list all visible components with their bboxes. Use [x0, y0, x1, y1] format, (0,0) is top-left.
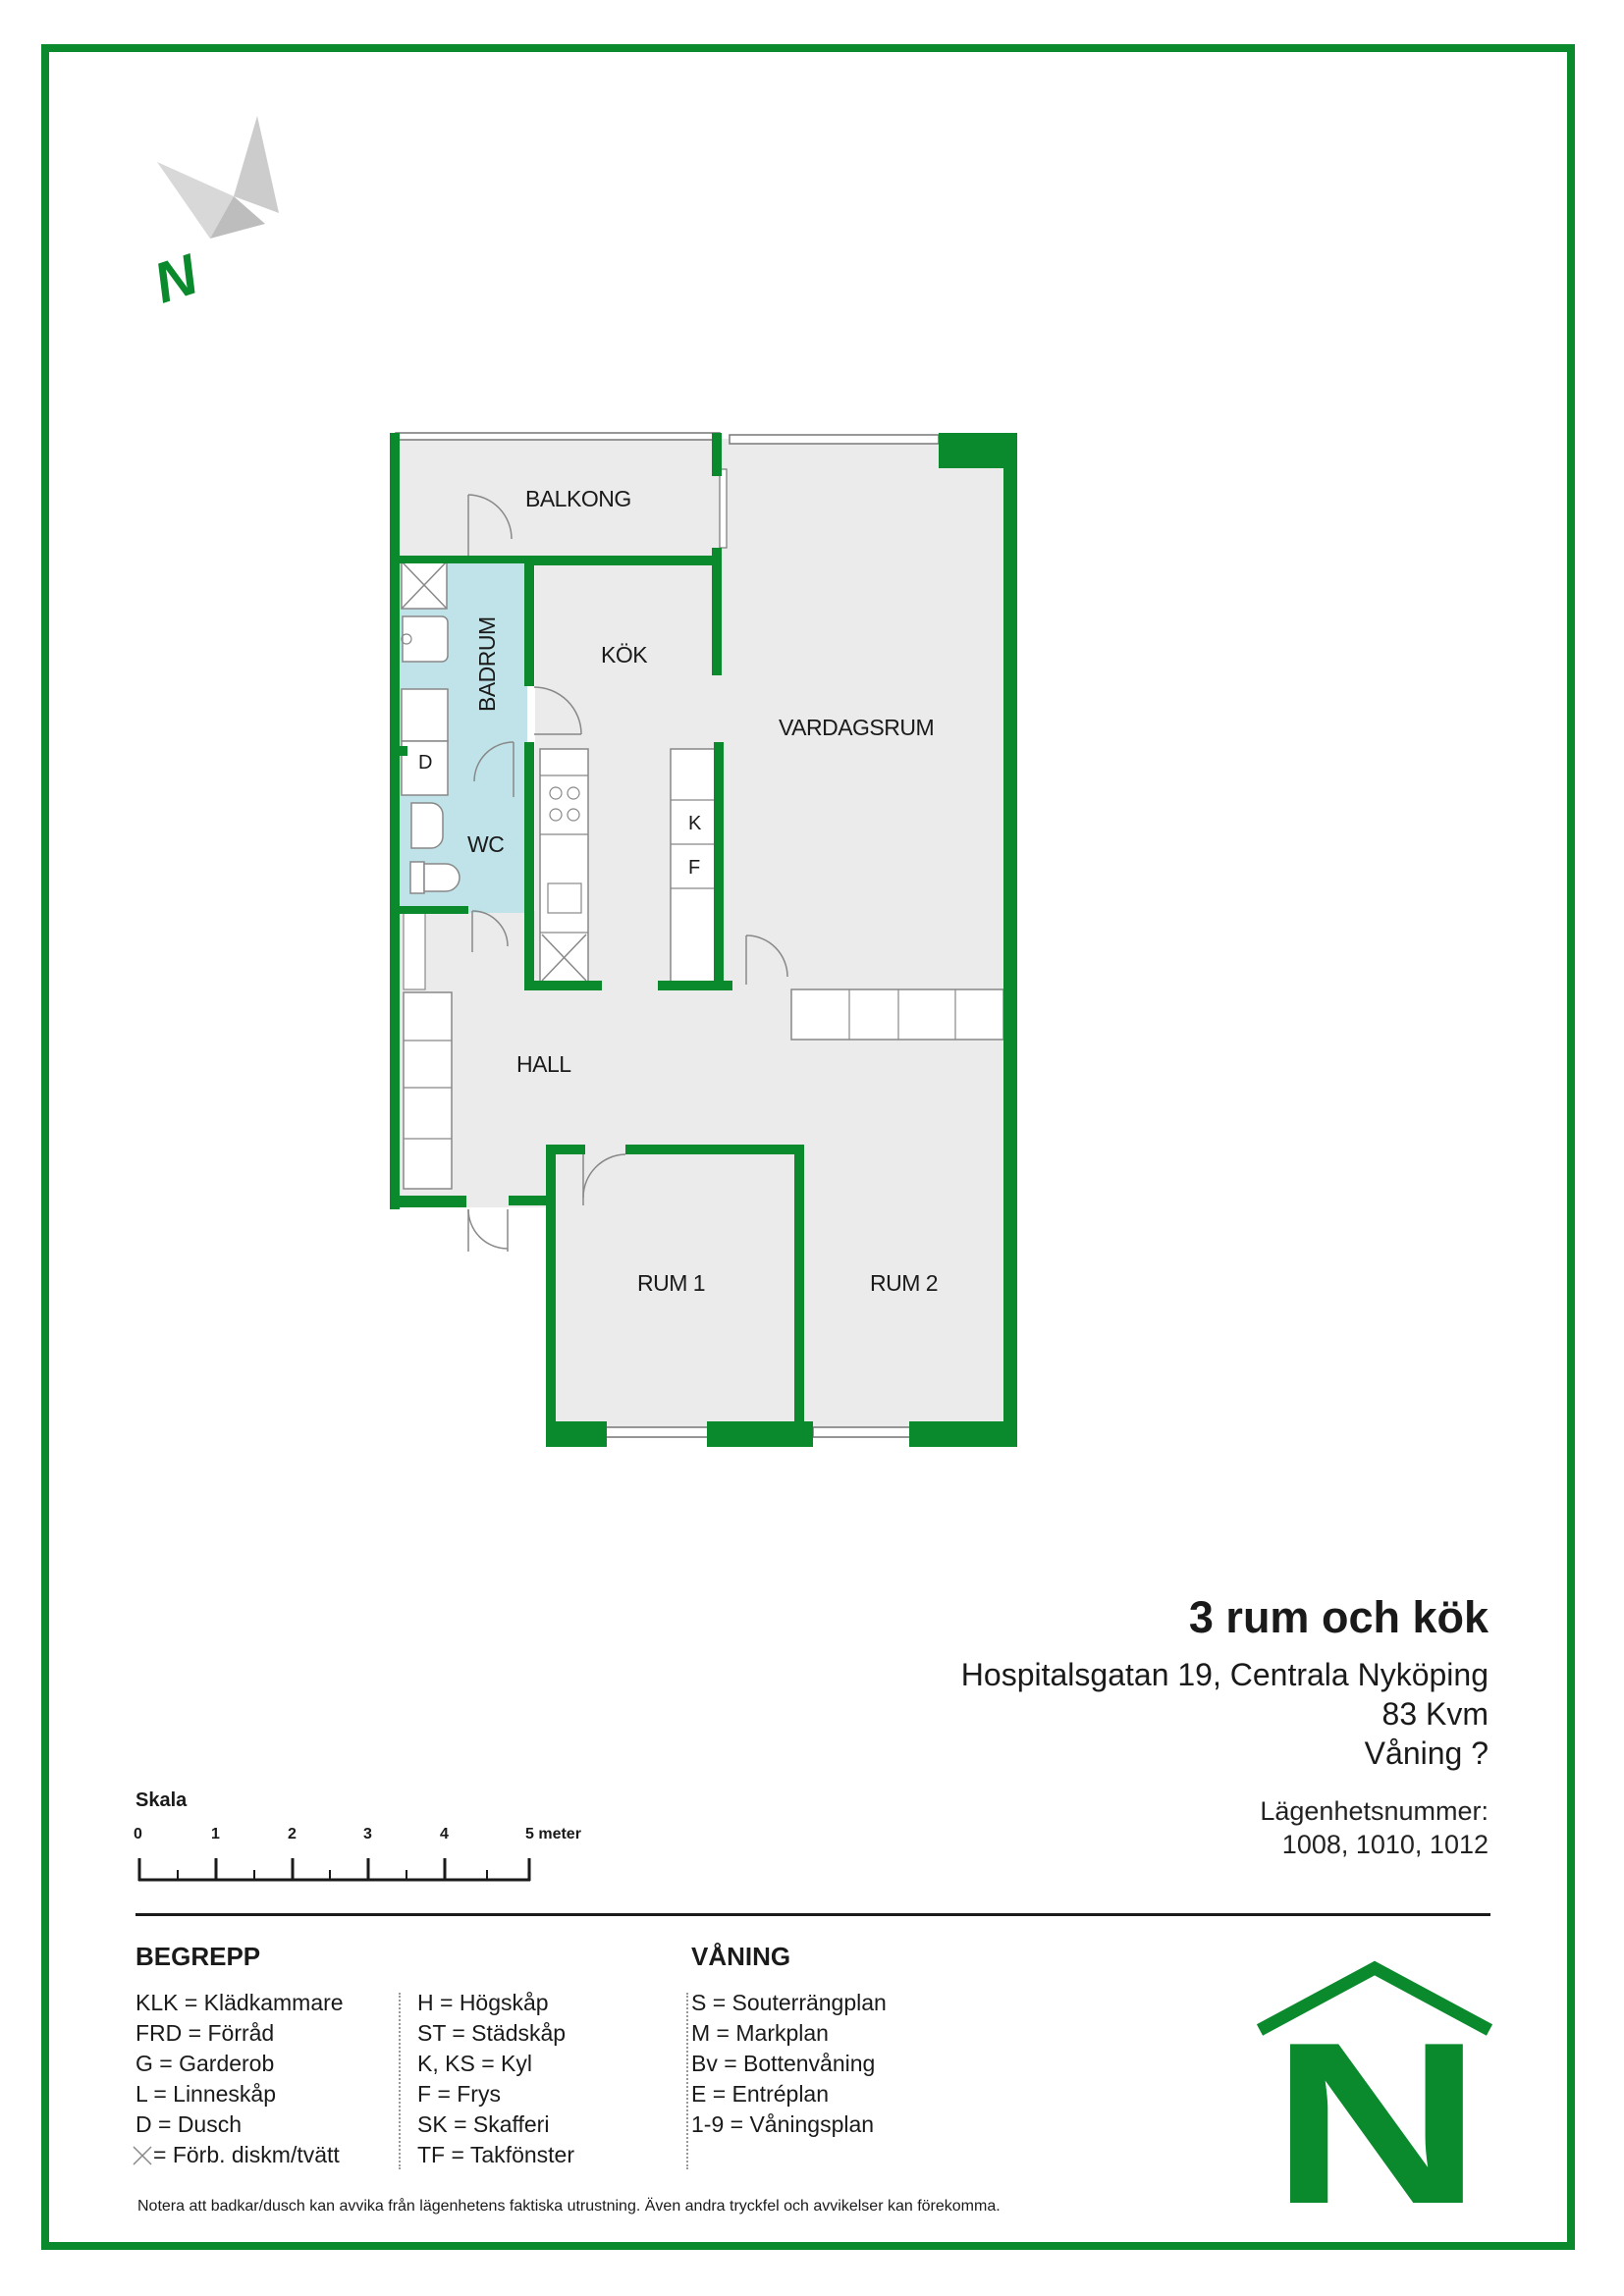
- listing-title: 3 rum och kök: [1188, 1592, 1489, 1642]
- room-label-wc: WC: [467, 831, 505, 857]
- cross-icon: [132, 2145, 153, 2166]
- kyl-marker: K: [688, 813, 702, 834]
- legend-item: 1-9 = Våningsplan: [691, 2111, 875, 2137]
- room-label-rum2: RUM 2: [870, 1270, 939, 1296]
- legend-item-diskm: [135, 2140, 344, 2170]
- listing-area: 83 Kvm: [1381, 1696, 1489, 1732]
- logo-letter: N: [1271, 1994, 1483, 2252]
- legend-item: Bv = Bottenvåning: [691, 2051, 876, 2076]
- legend-separator: [399, 1993, 401, 2169]
- room-label-vardagsrum: VARDAGSRUM: [779, 715, 935, 740]
- legend-item: F = Frys: [417, 2081, 501, 2107]
- scale-tick-0: 0: [134, 1826, 142, 1842]
- compass-letter: N: [146, 241, 206, 316]
- legend-item: K, KS = Kyl: [417, 2051, 532, 2076]
- divider-rule: [135, 1913, 1490, 1916]
- room-label-badrum: BADRUM: [474, 616, 500, 712]
- floor-main: [720, 439, 1011, 985]
- legend-item: G = Garderob: [135, 2051, 275, 2076]
- room-label-rum1: RUM 1: [637, 1270, 706, 1296]
- apartment-number-label: Lägenhetsnummer:: [1260, 1796, 1489, 1826]
- scale-tick-1: 1: [211, 1826, 220, 1842]
- listing-floor: Våning ?: [1364, 1735, 1489, 1771]
- legend-item-label: = Förb. diskm/tvätt: [153, 2142, 340, 2167]
- legend-item: D = Dusch: [135, 2111, 243, 2137]
- dusch-marker: D: [418, 752, 433, 774]
- begrepp-col2: [417, 1988, 574, 2170]
- scale-title: Skala: [135, 1789, 188, 1811]
- legend-item: TF = Takfönster: [417, 2142, 575, 2167]
- frys-marker: F: [688, 857, 701, 879]
- apartment-numbers: 1008, 1010, 1012: [1281, 1830, 1489, 1859]
- room-label-hall: HALL: [516, 1051, 571, 1077]
- listing-address: Hospitalsgatan 19, Centrala Nyköping: [960, 1657, 1489, 1692]
- vaning-col: [691, 1988, 887, 2140]
- legend-item: SK = Skafferi: [417, 2111, 550, 2137]
- legend-item: S = Souterrängplan: [691, 1990, 887, 2015]
- legend-item: FRD = Förråd: [135, 2020, 275, 2046]
- begrepp-heading: BEGREPP: [135, 1942, 261, 1971]
- scale-tick-2: 2: [288, 1826, 297, 1842]
- floor-rum1: [550, 1153, 803, 1438]
- begrepp-col1: [135, 1988, 344, 2170]
- scale-tick-4: 4: [440, 1826, 449, 1842]
- vaning-heading: VÅNING: [691, 1942, 791, 1971]
- scale-tick-5: 5 meter: [525, 1826, 581, 1842]
- room-label-balkong: BALKONG: [525, 486, 631, 511]
- scale-tick-3: 3: [363, 1826, 372, 1842]
- legend-item: E = Entréplan: [691, 2081, 830, 2107]
- room-label-kok: KÖK: [601, 642, 648, 667]
- legend-item: H = Högskåp: [417, 1990, 549, 2015]
- disclaimer-note: Notera att badkar/dusch kan avvika från lägenhetens faktiska utrustning. Även andra tryckfel och avvikelser kan förekomma.: [137, 2198, 1001, 2215]
- legend-item: KLK = Klädkammare: [135, 1990, 344, 2015]
- legend-item: ST = Städskåp: [417, 2020, 567, 2046]
- legend-separator: [686, 1993, 688, 2169]
- legend-item: L = Linneskåp: [135, 2081, 277, 2107]
- legend-item: M = Markplan: [691, 2020, 829, 2046]
